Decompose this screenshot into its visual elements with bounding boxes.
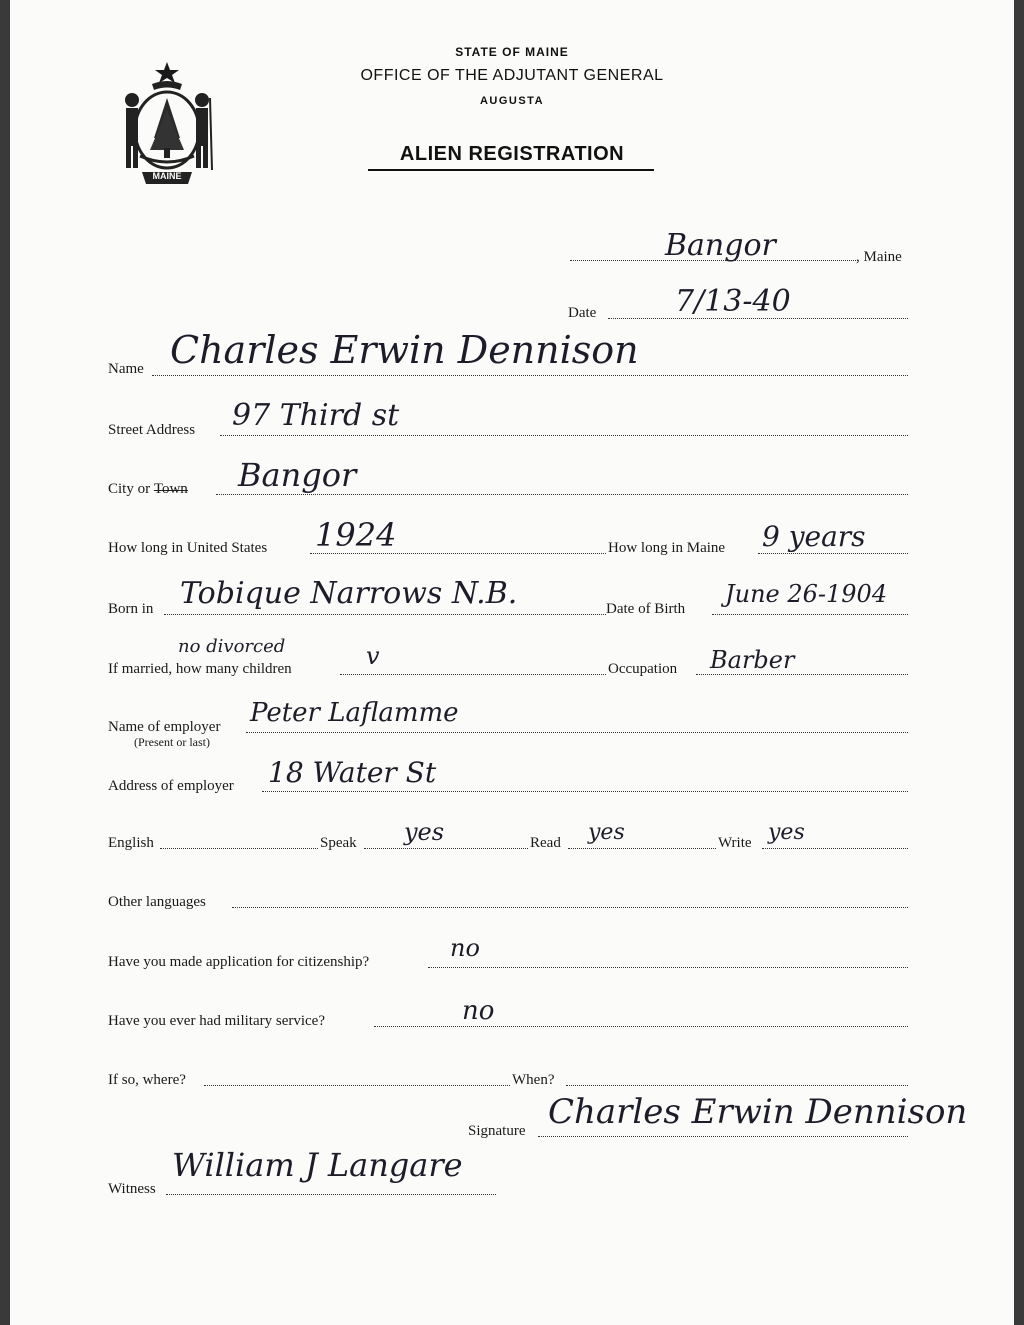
employer-sublabel: (Present or last) [134, 735, 210, 749]
place-suffix: , Maine [856, 249, 902, 265]
dob-line [712, 614, 908, 615]
write-entry: yes [768, 820, 805, 845]
when-line [566, 1085, 908, 1086]
born-line [164, 614, 606, 615]
city-label-prefix: City or [108, 481, 151, 497]
header-state: STATE OF MAINE [455, 45, 569, 59]
place-entry: Bangor [665, 228, 776, 263]
citizenship-entry: no [450, 934, 480, 962]
speak-label: Speak [320, 835, 357, 851]
signature-entry: Charles Erwin Dennison [548, 1092, 968, 1132]
maine-state-seal [112, 58, 222, 186]
children-label: If married, how many children [108, 661, 292, 677]
read-entry: yes [588, 820, 625, 845]
military-line [374, 1026, 908, 1027]
dob-label: Date of Birth [606, 601, 686, 617]
how-long-us-label: How long in United States [108, 540, 268, 556]
write-line [762, 848, 908, 849]
witness-entry: William J Langare [172, 1146, 463, 1184]
city-label-struck: Town [153, 481, 188, 497]
read-line [568, 848, 716, 849]
name-line [152, 375, 908, 376]
witness-label: Witness [108, 1181, 156, 1197]
marital-note: no divorced [178, 636, 286, 657]
employer-address-label: Address of employer [108, 778, 234, 794]
other-languages-line [232, 907, 908, 908]
english-line [160, 848, 318, 849]
other-languages-label: Other languages [108, 894, 206, 910]
write-label: Write [718, 835, 752, 851]
military-label: Have you ever had military service? [108, 1013, 325, 1029]
name-entry: Charles Erwin Dennison [170, 328, 639, 372]
born-label: Born in [108, 601, 154, 617]
date-label: Date [568, 305, 597, 321]
english-label: English [108, 835, 154, 851]
born-entry: Tobique Narrows N.B. [180, 576, 518, 611]
street-entry: 97 Third st [232, 398, 400, 433]
speak-line [364, 848, 528, 849]
occupation-entry: Barber [710, 646, 795, 674]
children-line [340, 674, 606, 675]
form-title: ALIEN REGISTRATION [399, 143, 625, 165]
when-label: When? [512, 1072, 555, 1088]
where-label: If so, where? [108, 1072, 186, 1088]
military-entry: no [462, 996, 495, 1026]
employer-entry: Peter Laflamme [250, 698, 459, 728]
children-entry: v [366, 642, 380, 670]
registration-form-page [10, 0, 1014, 1325]
read-label: Read [530, 835, 561, 851]
title-underline [368, 169, 654, 171]
city-entry: Bangor [238, 456, 357, 494]
how-long-maine-line [758, 553, 908, 554]
citizenship-label: Have you made application for citizenship? [108, 954, 370, 970]
street-line [220, 435, 908, 436]
how-long-maine-label: How long in Maine [608, 540, 726, 556]
name-label: Name [108, 361, 144, 377]
where-line [204, 1085, 510, 1086]
how-long-us-entry: 1924 [315, 516, 397, 554]
occupation-line [696, 674, 908, 675]
seal-name: MAINE [152, 171, 182, 181]
signature-label: Signature [468, 1123, 526, 1139]
header-office: OFFICE OF THE ADJUTANT GENERAL [360, 67, 664, 84]
how-long-maine-entry: 9 years [762, 520, 866, 553]
employer-address-line [262, 791, 908, 792]
signature-line [538, 1136, 908, 1137]
citizenship-line [428, 967, 908, 968]
employer-label: Name of employer [108, 719, 221, 735]
occupation-label: Occupation [608, 661, 678, 677]
employer-address-entry: 18 Water St [268, 756, 437, 789]
date-entry: 7/13-40 [675, 284, 791, 319]
city-label [108, 481, 188, 498]
city-line [216, 494, 908, 495]
witness-line [166, 1194, 496, 1195]
dob-entry: June 26-1904 [725, 580, 888, 608]
street-label: Street Address [108, 422, 196, 438]
header-city: AUGUSTA [479, 95, 545, 107]
employer-line [246, 732, 908, 733]
speak-entry: yes [404, 818, 445, 846]
